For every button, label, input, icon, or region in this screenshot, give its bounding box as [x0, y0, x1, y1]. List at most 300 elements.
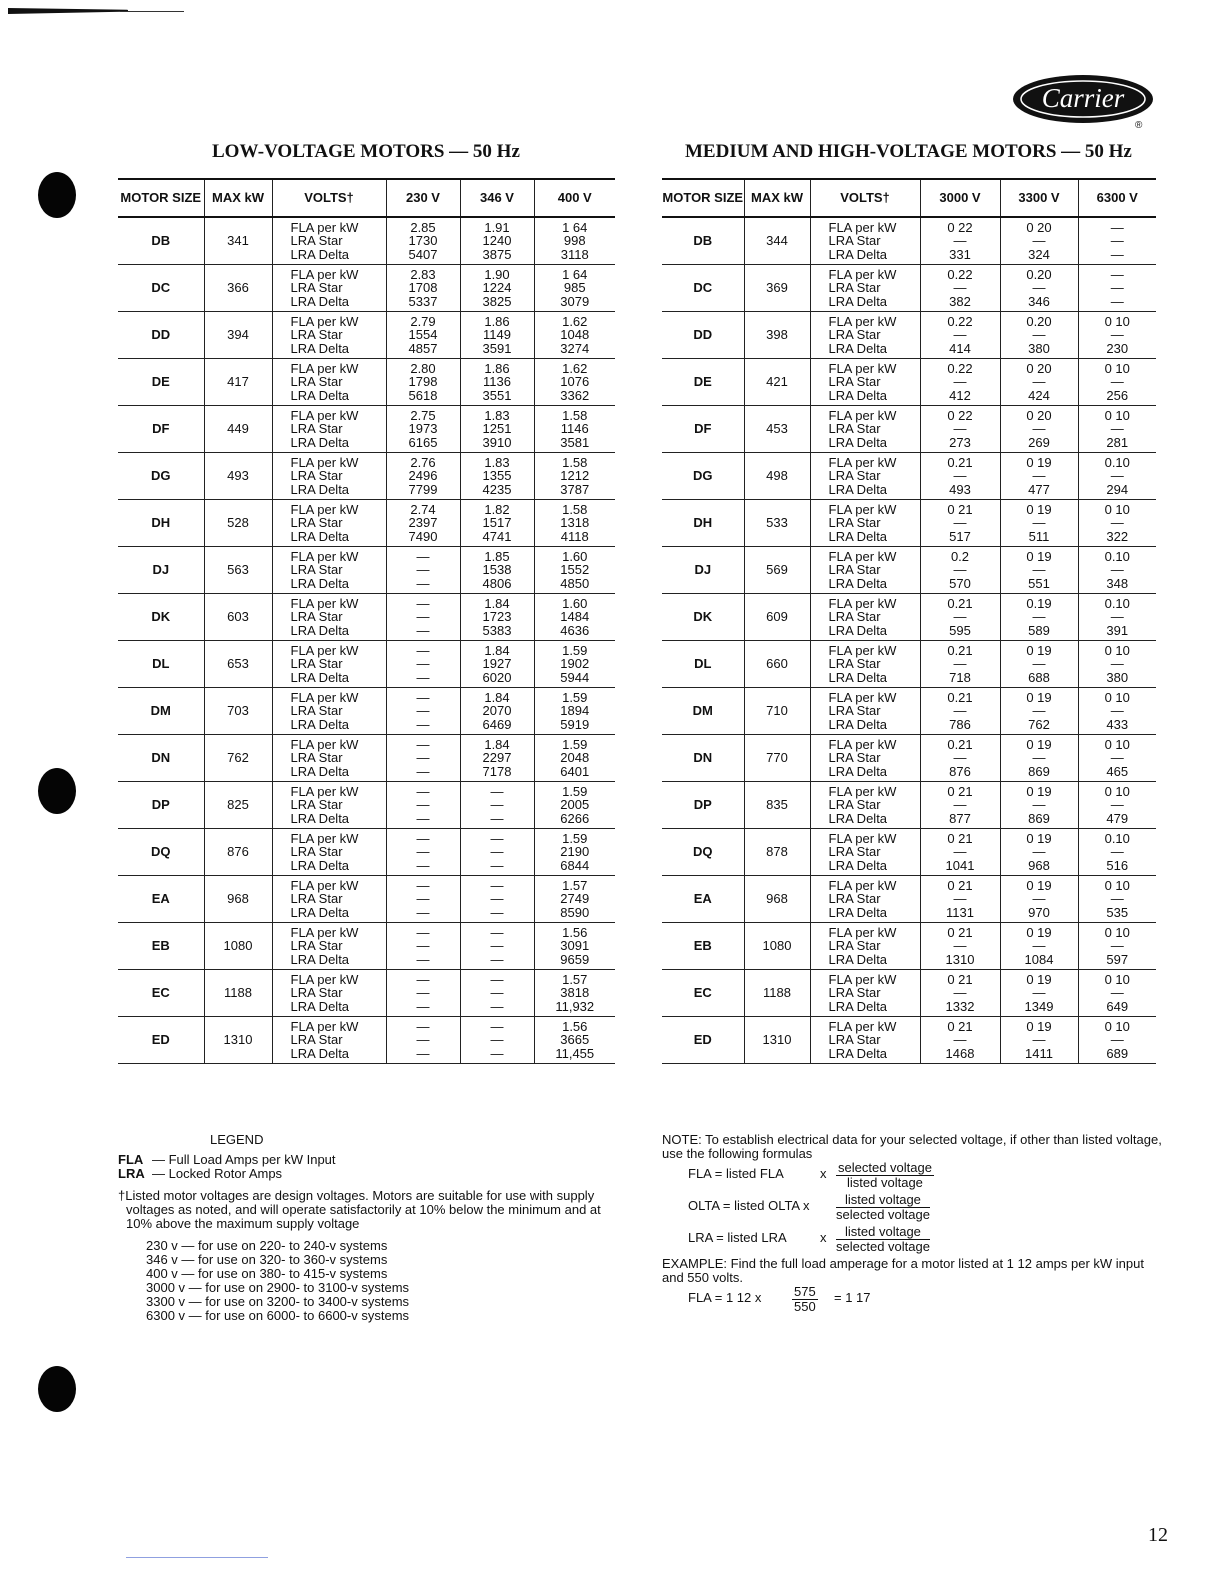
value: —	[416, 844, 430, 860]
value-cell	[460, 359, 534, 406]
voltage-range: 3000 v — for use on 2900- to 3100-v systems	[146, 1280, 410, 1295]
row-label: LRA Delta	[290, 1045, 350, 1061]
max-kw-cell: 453	[744, 406, 810, 453]
value: 0 10	[1104, 407, 1130, 423]
row-label: LRA Delta	[290, 293, 350, 309]
value: —	[1110, 266, 1124, 282]
row-label: FLA per kW	[828, 877, 897, 893]
value: 4741	[482, 528, 512, 544]
header-3300v: 3300 V	[1000, 179, 1078, 217]
value: —	[490, 904, 504, 920]
motor-size-cell: DC	[118, 265, 204, 312]
value: 1251	[482, 421, 512, 437]
value: —	[416, 575, 430, 591]
row-label: LRA Star	[828, 562, 881, 578]
motor-size-cell: DD	[662, 312, 744, 359]
value: —	[953, 280, 967, 296]
value-cell	[534, 735, 615, 782]
value: 5618	[408, 387, 438, 403]
value-cell	[386, 970, 460, 1017]
value: 1902	[560, 656, 590, 672]
row-labels-cell	[272, 782, 386, 829]
value: —	[1110, 246, 1124, 262]
table-row	[662, 641, 1156, 688]
value: 0 10	[1104, 689, 1130, 705]
value-cell	[920, 1017, 1000, 1064]
value-cell	[460, 876, 534, 923]
fraction-numerator: listed voltage	[836, 1225, 930, 1240]
value: 0 10	[1104, 736, 1130, 752]
value-cell	[920, 641, 1000, 688]
value: —	[953, 985, 967, 1001]
value-cell	[534, 547, 615, 594]
row-labels-cell	[810, 547, 920, 594]
row-label: LRA Star	[290, 374, 343, 390]
row-label: LRA Star	[828, 609, 881, 625]
row-label: LRA Delta	[290, 904, 350, 920]
value: 1.58	[562, 454, 588, 470]
value: 3787	[560, 481, 590, 497]
value: 1.62	[562, 313, 588, 329]
legend-item-fla	[118, 1153, 618, 1167]
value-cell	[534, 641, 615, 688]
fraction-denominator: 550	[794, 1299, 816, 1314]
row-label: LRA Delta	[290, 669, 350, 685]
formula-fraction	[836, 1161, 934, 1190]
value: 0 19	[1026, 501, 1052, 517]
value: —	[490, 924, 504, 940]
table-row	[662, 923, 1156, 970]
row-label: LRA Star	[828, 844, 881, 860]
value: 869	[1028, 810, 1050, 826]
row-label: LRA Delta	[290, 481, 350, 497]
value: 2070	[482, 703, 512, 719]
value: —	[490, 891, 504, 907]
row-label: LRA Star	[828, 233, 881, 249]
value: 2.76	[410, 454, 436, 470]
value: 1.84	[484, 689, 510, 705]
value: —	[1110, 797, 1124, 813]
legend-abbr: FLA	[118, 1152, 144, 1167]
value-cell	[1000, 782, 1078, 829]
row-label: LRA Star	[290, 656, 343, 672]
motor-size-cell: ED	[118, 1017, 204, 1064]
value: 0 20	[1026, 360, 1052, 376]
table-row	[662, 594, 1156, 641]
value: 0 21	[947, 830, 973, 846]
row-label: LRA Star	[290, 938, 343, 954]
value: —	[490, 1018, 504, 1034]
value: 3274	[560, 340, 590, 356]
value: —	[1032, 985, 1046, 1001]
value: —	[490, 783, 504, 799]
value: —	[1110, 280, 1124, 296]
formula-op: x	[820, 1166, 827, 1181]
formula-op: x	[820, 1230, 827, 1245]
value: 4806	[482, 575, 512, 591]
value: —	[490, 938, 504, 954]
fraction-denominator: selected voltage	[836, 1239, 930, 1254]
value: —	[416, 971, 430, 987]
value-cell	[460, 500, 534, 547]
value-cell	[534, 1017, 615, 1064]
value: 5407	[408, 246, 438, 262]
value: —	[1032, 327, 1046, 343]
value: 0 19	[1026, 877, 1052, 893]
row-label: FLA per kW	[290, 830, 359, 846]
row-label: LRA Delta	[828, 293, 888, 309]
value-cell	[534, 876, 615, 923]
row-labels-cell	[810, 312, 920, 359]
value: 1.90	[484, 266, 510, 282]
value: —	[953, 844, 967, 860]
value: 1.60	[562, 595, 588, 611]
value: —	[490, 985, 504, 1001]
value: 1146	[560, 421, 589, 437]
max-kw-cell: 369	[744, 265, 810, 312]
motor-size-cell: DP	[118, 782, 204, 829]
value-cell	[1000, 876, 1078, 923]
value: 511	[1028, 528, 1050, 544]
value-cell	[386, 453, 460, 500]
value: 6844	[560, 857, 590, 873]
motor-size-cell: DE	[118, 359, 204, 406]
note-block	[662, 1133, 1162, 1317]
value: 1212	[560, 468, 590, 484]
value: 1730	[408, 233, 438, 249]
table-row	[662, 406, 1156, 453]
value-cell	[920, 265, 1000, 312]
value: 0 21	[947, 783, 973, 799]
row-labels-cell	[272, 594, 386, 641]
motor-size-cell: EB	[118, 923, 204, 970]
max-kw-cell: 876	[204, 829, 272, 876]
value: —	[416, 750, 430, 766]
value: 869	[1028, 763, 1050, 779]
value: —	[953, 562, 967, 578]
value: 762	[1028, 716, 1050, 732]
value-cell	[1078, 970, 1156, 1017]
value: 1.86	[484, 313, 510, 329]
row-label: LRA Delta	[828, 716, 888, 732]
value: 0 10	[1104, 971, 1130, 987]
value: 1048	[560, 327, 590, 343]
value: 0 21	[947, 924, 973, 940]
row-labels-cell	[272, 923, 386, 970]
value: 0.20	[1026, 266, 1052, 282]
value-cell	[386, 829, 460, 876]
value: 256	[1106, 387, 1129, 403]
table-row	[118, 594, 615, 641]
row-label: LRA Delta	[290, 716, 350, 732]
row-label: FLA per kW	[290, 548, 359, 564]
row-label: LRA Star	[290, 891, 343, 907]
value: 649	[1106, 998, 1129, 1014]
row-label: FLA per kW	[290, 1018, 359, 1034]
value: —	[1110, 374, 1124, 390]
value: 4857	[408, 340, 438, 356]
max-kw-cell: 653	[204, 641, 272, 688]
value-cell	[386, 876, 460, 923]
value-cell	[386, 688, 460, 735]
header-346v: 346 V	[460, 179, 534, 217]
max-kw-cell: 770	[744, 735, 810, 782]
value: 1.62	[562, 360, 588, 376]
value: —	[953, 1032, 967, 1048]
note-text: NOTE: To establish electrical data for your selected voltage, if other than listed voltage, use the following formulas	[662, 1132, 1162, 1161]
value: 3665	[560, 1032, 590, 1048]
value: —	[416, 951, 430, 967]
value-cell	[1000, 970, 1078, 1017]
row-label: LRA Star	[290, 280, 343, 296]
value-cell	[1078, 500, 1156, 547]
value: 1468	[945, 1045, 975, 1061]
value: 433	[1106, 716, 1129, 732]
value: —	[416, 998, 430, 1014]
max-kw-cell: 341	[204, 217, 272, 265]
value: —	[1032, 374, 1046, 390]
value: 0 10	[1104, 501, 1130, 517]
row-label: LRA Star	[290, 844, 343, 860]
header-max-kw: MAX kW	[204, 179, 272, 217]
value: 0 20	[1026, 407, 1052, 423]
value-cell	[534, 406, 615, 453]
value-cell	[534, 312, 615, 359]
row-label: LRA Star	[828, 421, 881, 437]
row-labels-cell	[272, 641, 386, 688]
value: 6401	[560, 763, 590, 779]
row-label: LRA Star	[290, 703, 343, 719]
value: —	[953, 327, 967, 343]
value: 877	[949, 810, 971, 826]
scan-edge-line	[120, 11, 184, 12]
value: 3875	[482, 246, 512, 262]
value: 322	[1106, 528, 1129, 544]
table-row	[662, 876, 1156, 923]
formula-fraction	[836, 1193, 930, 1222]
row-label: LRA Delta	[290, 387, 350, 403]
value: 424	[1028, 387, 1050, 403]
binder-hole-bottom	[38, 1366, 76, 1412]
value: 1973	[408, 421, 438, 437]
fraction-denominator: listed voltage	[847, 1175, 923, 1190]
value: 1723	[482, 609, 512, 625]
page-number: 12	[1148, 1524, 1168, 1546]
value: —	[1032, 468, 1046, 484]
motor-size-cell: ED	[662, 1017, 744, 1064]
value: 5383	[482, 622, 512, 638]
value: 382	[949, 293, 971, 309]
value: 0 10	[1104, 360, 1130, 376]
max-kw-cell: 878	[744, 829, 810, 876]
row-labels-cell	[272, 547, 386, 594]
value-cell	[534, 970, 615, 1017]
value-cell	[534, 265, 615, 312]
value: 1.83	[484, 407, 510, 423]
value-cell	[1078, 359, 1156, 406]
value: —	[416, 783, 430, 799]
value-cell	[920, 547, 1000, 594]
value: —	[953, 891, 967, 907]
row-label: FLA per kW	[828, 501, 897, 517]
value-cell	[1000, 735, 1078, 782]
value: 1.59	[562, 642, 588, 658]
value-cell	[1000, 312, 1078, 359]
max-kw-cell: 394	[204, 312, 272, 359]
voltage-range: 400 v — for use on 380- to 415-v systems	[146, 1266, 388, 1281]
value-cell	[920, 359, 1000, 406]
row-label: LRA Delta	[828, 481, 888, 497]
value-cell	[460, 594, 534, 641]
logo-wordmark: Carrier	[1041, 83, 1125, 113]
legend-heading: LEGEND	[210, 1132, 264, 1147]
value: —	[490, 857, 504, 873]
formula-olta	[662, 1193, 1162, 1225]
value: —	[416, 1018, 430, 1034]
value-cell	[460, 970, 534, 1017]
value-cell	[460, 641, 534, 688]
row-labels-cell	[272, 970, 386, 1017]
value: —	[490, 1045, 504, 1061]
value: 0.21	[947, 642, 973, 658]
value: 3551	[482, 387, 512, 403]
value: 2749	[560, 891, 590, 907]
registered-mark: ®	[1135, 120, 1143, 131]
row-labels-cell	[810, 265, 920, 312]
value: 0.20	[1026, 313, 1052, 329]
row-label: LRA Star	[828, 468, 881, 484]
motor-size-cell: DH	[662, 500, 744, 547]
value-cell	[386, 1017, 460, 1064]
value: —	[416, 1032, 430, 1048]
value-cell	[534, 453, 615, 500]
value: 0 19	[1026, 689, 1052, 705]
value-cell	[534, 782, 615, 829]
value-cell	[386, 217, 460, 265]
fraction-denominator: selected voltage	[836, 1207, 930, 1222]
value: 2496	[408, 468, 438, 484]
value: 1411	[1025, 1045, 1053, 1061]
value: 1894	[560, 703, 590, 719]
value: 477	[1028, 481, 1050, 497]
value: 3362	[560, 387, 590, 403]
table-row	[118, 641, 615, 688]
table-row	[118, 782, 615, 829]
max-kw-cell: 528	[204, 500, 272, 547]
row-label: LRA Star	[290, 562, 343, 578]
table-row	[662, 217, 1156, 265]
value: —	[1110, 219, 1124, 235]
max-kw-cell: 498	[744, 453, 810, 500]
value: —	[416, 797, 430, 813]
row-label: LRA Delta	[290, 246, 350, 262]
value: 1.83	[484, 454, 510, 470]
header-400v: 400 V	[534, 179, 615, 217]
row-labels-cell	[272, 500, 386, 547]
value: 7799	[408, 481, 438, 497]
value-cell	[534, 923, 615, 970]
value: 0.10	[1104, 830, 1130, 846]
value-cell	[1078, 1017, 1156, 1064]
value: 11,455	[555, 1045, 595, 1061]
max-kw-cell: 1080	[744, 923, 810, 970]
value: —	[490, 998, 504, 1014]
value: 324	[1028, 246, 1050, 262]
value: 1355	[482, 468, 512, 484]
row-label: LRA Delta	[290, 763, 350, 779]
value: 2297	[482, 750, 512, 766]
value: 5337	[408, 293, 438, 309]
value: —	[1032, 233, 1046, 249]
row-labels-cell	[810, 782, 920, 829]
row-labels-cell	[272, 312, 386, 359]
row-labels-cell	[810, 594, 920, 641]
value: 4850	[560, 575, 590, 591]
fraction-numerator: 575	[794, 1284, 816, 1299]
header-3000v: 3000 V	[920, 179, 1000, 217]
formula-lhs: LRA = listed LRA	[688, 1230, 787, 1245]
value-cell	[386, 500, 460, 547]
value-cell	[1078, 312, 1156, 359]
value: —	[1110, 938, 1124, 954]
formula-lra	[662, 1225, 1162, 1257]
binder-hole-top	[38, 172, 76, 218]
max-kw-cell: 1310	[744, 1017, 810, 1064]
value: 1.84	[484, 595, 510, 611]
value: —	[416, 924, 430, 940]
value-cell	[1000, 547, 1078, 594]
example-formula	[662, 1285, 1162, 1317]
value: —	[1110, 844, 1124, 860]
value: —	[416, 562, 430, 578]
value: —	[953, 515, 967, 531]
value: 0 19	[1026, 783, 1052, 799]
value: 1084	[1024, 951, 1054, 967]
table-row	[118, 1017, 615, 1064]
value: —	[1032, 703, 1046, 719]
carrier-logo	[1012, 74, 1154, 124]
value: 2005	[560, 797, 590, 813]
value: —	[416, 938, 430, 954]
footer-rule	[126, 1557, 268, 1558]
row-label: FLA per kW	[290, 360, 359, 376]
value-cell	[920, 217, 1000, 265]
row-label: FLA per kW	[828, 266, 897, 282]
row-label: FLA per kW	[828, 924, 897, 940]
value: 595	[949, 622, 971, 638]
value: 412	[949, 387, 971, 403]
max-kw-cell: 493	[204, 453, 272, 500]
value: 3818	[560, 985, 590, 1001]
table-row	[662, 359, 1156, 406]
value: —	[416, 642, 430, 658]
row-label: FLA per kW	[290, 877, 359, 893]
value: —	[416, 622, 430, 638]
value: 516	[1106, 857, 1129, 873]
table-row	[662, 1017, 1156, 1064]
row-labels-cell	[810, 500, 920, 547]
value-cell	[1078, 829, 1156, 876]
value-cell	[920, 735, 1000, 782]
row-label: LRA Star	[828, 1032, 881, 1048]
value-cell	[386, 265, 460, 312]
motor-size-cell: EC	[662, 970, 744, 1017]
value: 0.2	[950, 548, 970, 564]
row-labels-cell	[810, 217, 920, 265]
value: 1.85	[484, 548, 510, 564]
row-label: LRA Delta	[828, 810, 888, 826]
row-label: LRA Star	[290, 609, 343, 625]
